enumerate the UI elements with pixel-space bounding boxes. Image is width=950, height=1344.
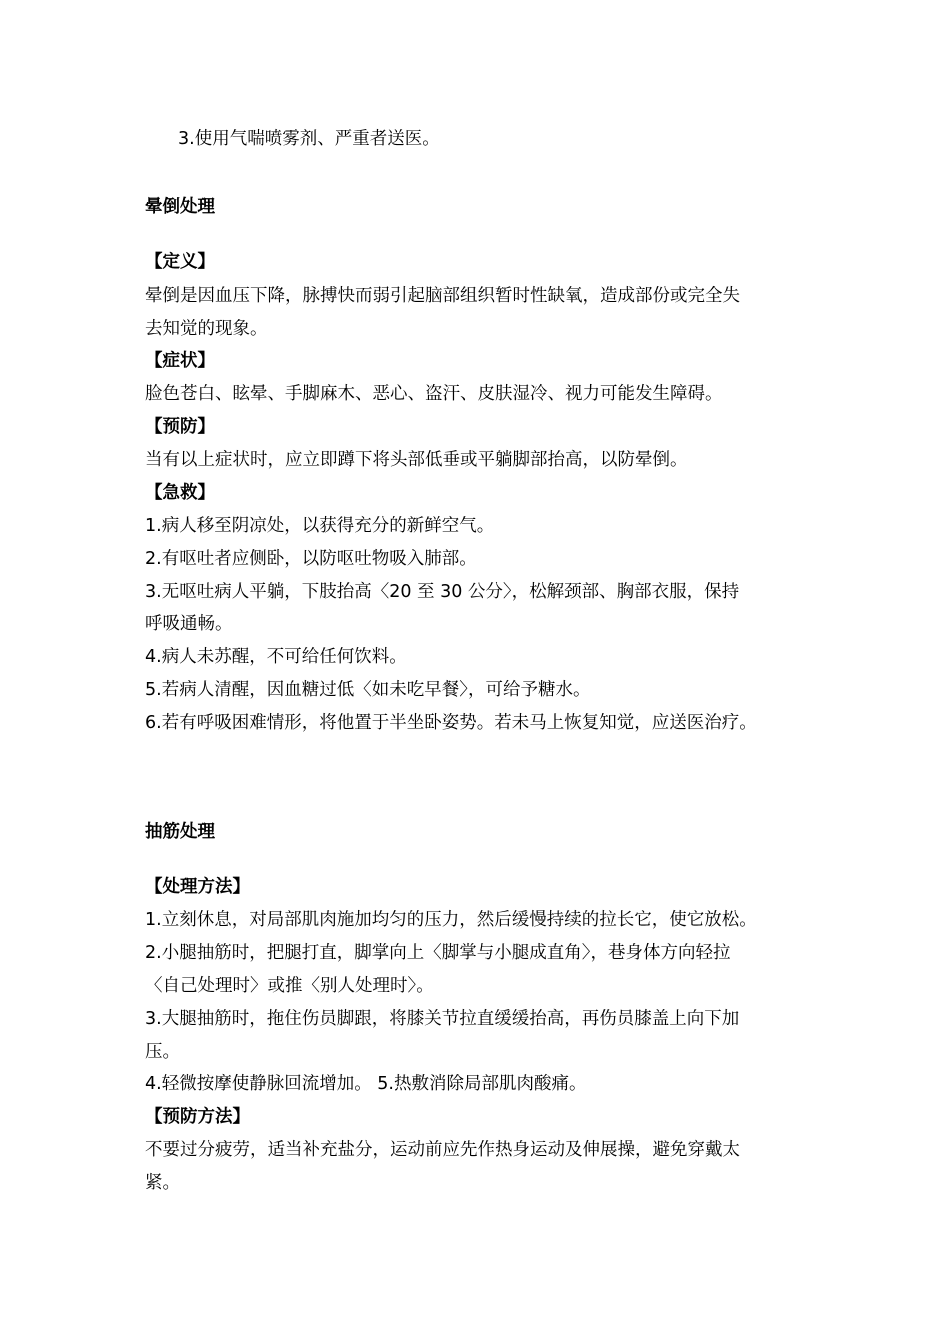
firstaid-line-2: 2.有呕吐者应侧卧，以防呕吐物吸入肺部。 [145,549,477,569]
firstaid-line-3: 3.无呕吐病人平躺，下肢抬高〈20 至 30 公分〉，松解颈部、胸部衣服，保持 [145,582,740,602]
method-line-1: 1.立刻休息，对局部肌肉施加均匀的压力，然后缓慢持续的拉长它，使它放松。 [145,910,757,930]
prevention-text: 当有以上症状时，应立即蹲下将头部低垂或平躺脚部抬高，以防晕倒。 [145,450,688,470]
firstaid-line-7: 6.若有呼吸困难情形，将他置于半坐卧姿势。若未马上恢复知觉，应送医治疗。 [145,713,757,733]
cramp-prevention-line-2: 紧。 [145,1173,180,1193]
definition-line-2: 去知觉的现象。 [145,319,268,339]
method-line-3: 〈自己处理时〉或推〈别人处理时〉。 [145,976,434,996]
definition-label: 【定义】 [145,252,215,272]
method-label: 【处理方法】 [145,877,250,897]
symptoms-text: 脸色苍白、眩晕、手脚麻木、恶心、盗汗、皮肤湿冷、视力可能发生障碍。 [145,384,723,404]
fainting-section-title: 晕倒处理 [145,197,215,217]
prevention-label: 【预防】 [145,417,215,437]
symptoms-label: 【症状】 [145,351,215,371]
firstaid-label: 【急救】 [145,483,215,503]
definition-line-1: 晕倒是因血压下降，脉搏快而弱引起脑部组织暂时性缺氧，造成部份或完全失 [145,286,740,306]
firstaid-line-5: 4.病人未苏醒，不可给任何饮料。 [145,647,407,667]
method-line-2: 2.小腿抽筋时，把腿打直，脚掌向上〈脚掌与小腿成直角〉，巷身体方向轻拉 [145,943,731,963]
method-line-4: 3.大腿抽筋时，拖住伤员脚跟，将膝关节拉直缓缓抬高，再伤员膝盖上向下加 [145,1009,740,1029]
method-line-6: 4.轻微按摩使静脉回流增加。 5.热敷消除局部肌肉酸痛。 [145,1074,587,1094]
firstaid-line-4: 呼吸通畅。 [145,614,233,634]
firstaid-line-6: 5.若病人清醒，因血糖过低〈如未吃早餐〉，可给予糖水。 [145,680,591,700]
method-line-5: 压。 [145,1042,180,1062]
asthma-step-3: 3.使用气喘喷雾剂、严重者送医。 [178,129,440,149]
cramp-prevention-line-1: 不要过分疲劳，适当补充盐分，运动前应先作热身运动及伸展操，避免穿戴太 [145,1140,740,1160]
cramp-prevention-label: 【预防方法】 [145,1107,250,1127]
firstaid-line-1: 1.病人移至阴凉处，以获得充分的新鲜空气。 [145,516,495,536]
cramp-section-title: 抽筋处理 [145,822,215,842]
